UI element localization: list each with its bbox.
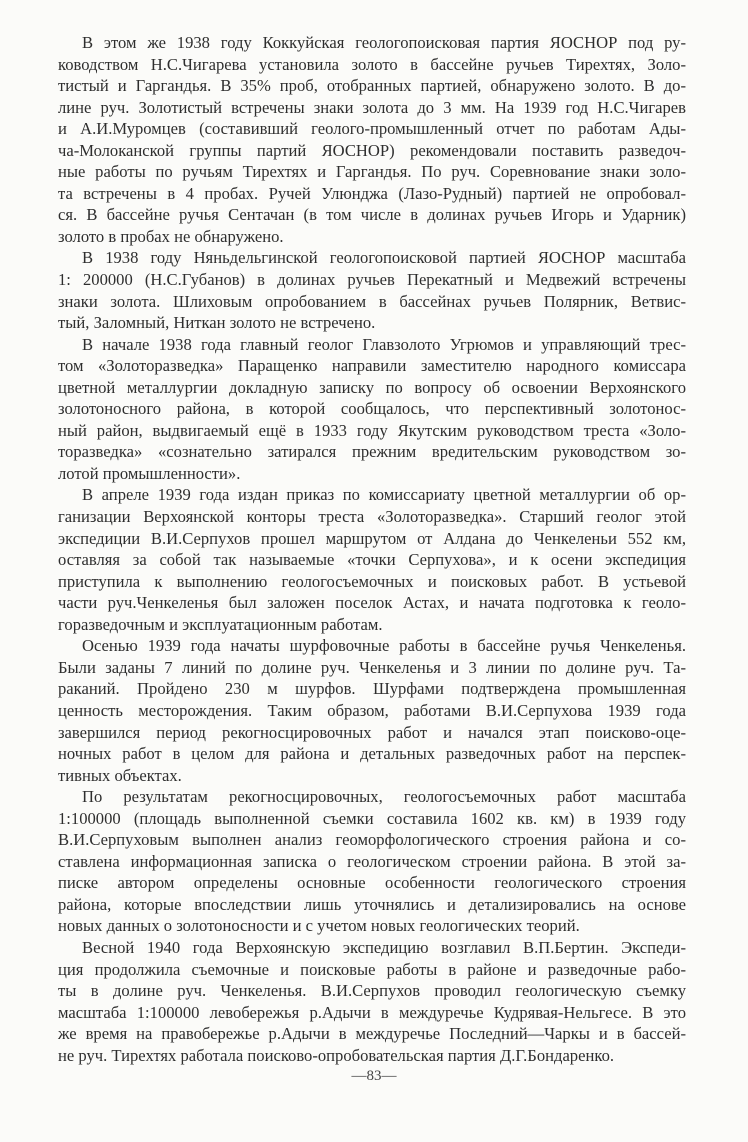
text-line: горазведочным и эксплуатационным работам. <box>58 614 383 634</box>
text-line: торазведка» «сознательно затирался прежним вредительским руководством зо- <box>58 442 686 462</box>
text-line: приступила к выполнению геологосъемочных и поисковых работ. В устьевой <box>58 571 686 591</box>
text-line: лотой промышленности». <box>58 463 241 483</box>
text-line: та встречены в 4 пробах. Ручей Улюнджа (Лазо-Рудный) партией не опробовал- <box>58 183 686 203</box>
text-line: золото в пробах не обнаружено. <box>58 226 284 246</box>
text-line: Весной 1940 года Верхоянскую экспедицию возглавил В.П.Бертин. Экспеди- <box>82 937 686 957</box>
paragraph <box>58 32 686 247</box>
text-line: В апреле 1939 года издан приказ по комиссариату цветной металлургии об ор- <box>82 485 686 505</box>
text-line: масштаба 1:100000 левобережья р.Адычи в междуречье Кудрявая-Нельгесе. В это <box>58 1002 686 1022</box>
text-line: писке автором определены основные особенности геологического строения <box>58 873 686 893</box>
text-line: лине руч. Золотистый встречены знаки золота до 3 мм. На 1939 год Н.С.Чигарев <box>58 97 686 117</box>
text-line: золотоносного района, в которой сообщалось, что перспективный золотонос- <box>58 399 686 419</box>
page-number: —83— <box>351 1068 397 1084</box>
text-line: ководством Н.С.Чигарева установила золото в бассейне ручьев Тирехтях, Золо- <box>58 54 686 74</box>
paragraph <box>58 786 686 937</box>
page-body-text <box>58 32 686 1066</box>
text-line: раканий. Пройдено 230 м шурфов. Шурфами подтверждена промышленная <box>58 679 686 699</box>
text-line: Были заданы 7 линий по долине руч. Ченкеленья и 3 линии по долине руч. Та- <box>58 657 686 677</box>
text-line: По результатам рекогносцировочных, геологосъемочных работ масштаба <box>82 787 686 807</box>
text-line: ный район, выдвигаемый ещё в 1933 году Якутским руководством треста «Золо- <box>58 420 686 440</box>
text-line: ты в долине руч. Ченкеленья. В.И.Серпухов проводил геологическую съемку <box>58 981 686 1001</box>
paragraph <box>58 334 686 485</box>
text-line: оставляя за собой так называемые «точки Серпухова», и к осени экспедиция <box>58 550 686 570</box>
text-line: том «Золоторазведка» Паращенко направили заместителю народного комиссара <box>58 356 686 376</box>
text-line: В этом же 1938 году Коккуйская геологопоисковая партия ЯОСНОР под ру- <box>82 33 686 52</box>
text-line: ция продолжила съемочные и поисковые работы в районе и разведочные рабо- <box>58 959 686 979</box>
paragraph <box>58 484 686 635</box>
text-line: экспедиции В.И.Серпухов прошел маршрутом от Алдана до Ченкеленьи 552 км, <box>58 528 686 548</box>
text-line: района, которые впоследствии лишь уточнялись и детализировались на основе <box>58 894 686 914</box>
text-line: ся. В бассейне ручья Сентачан (в том числе в долинах ручьев Игорь и Ударник) <box>58 205 686 225</box>
paragraph <box>58 635 686 786</box>
paragraph <box>58 937 686 1066</box>
text-line: В начале 1938 года главный геолог Главзолото Угрюмов и управляющий трес- <box>82 334 686 354</box>
text-line: же время на правобережье р.Адычи в междуречье Последний—Чаркы и в бассей- <box>58 1024 686 1044</box>
text-line: завершился период рекогносцировочных работ и начался этап поисково-оце- <box>58 722 686 742</box>
text-line: ные работы по ручьям Тирехтях и Гаргандья. По руч. Соревнование знаки золо- <box>58 162 686 182</box>
text-line: и А.И.Муромцев (составивший геолого-промышленный отчет по работам Ады- <box>58 119 686 139</box>
text-line: цветной металлургии докладную записку по вопросу об освоении Верхоянского <box>58 377 686 397</box>
text-line: новых данных о золотоносности и с учетом новых геологических теорий. <box>58 916 580 936</box>
text-line: В.И.Серпуховым выполнен анализ геоморфологического строения района и со- <box>58 830 686 850</box>
text-line: ганизации Верхоянской конторы треста «Золоторазведка». Старший геолог этой <box>58 507 686 527</box>
text-line: В 1938 году Няньдельгинской геологопоисковой партией ЯОСНОР масштаба <box>82 248 686 268</box>
text-line: ночных работ в целом для района и детальных разведочных работ на перспек- <box>58 744 686 764</box>
paragraph <box>58 247 686 333</box>
text-line: ча-Молоканской группы партий ЯОСНОР) рекомендовали поставить разведоч- <box>58 140 686 160</box>
text-line: части руч.Ченкеленья был заложен поселок Астах, и начата подготовка к геоло- <box>58 593 686 613</box>
text-line: не руч. Тирехтях работала поисково-опробовательская партия Д.Г.Бондаренко. <box>58 1045 615 1065</box>
text-line: ставлена информационная записка о геологическом строении района. В этой за- <box>58 851 686 871</box>
text-line: тивных объектах. <box>58 765 182 785</box>
text-line: Осенью 1939 года начаты шурфовочные работы в бассейне ручья Ченкеленья. <box>82 636 686 656</box>
text-line: 1: 200000 (Н.С.Губанов) в долинах ручьев Перекатный и Медвежий встречены <box>58 270 686 290</box>
text-line: тый, Заломный, Ниткан золото не встречено. <box>58 313 376 333</box>
text-line: ценность месторождения. Таким образом, работами В.И.Серпухова 1939 года <box>58 700 686 720</box>
text-line: знаки золота. Шлиховым опробованием в бассейнах ручьев Полярник, Ветвис- <box>58 291 686 311</box>
text-line: тистый и Гаргандья. В 35% проб, отобранных партией, обнаружено золото. В до- <box>58 76 686 96</box>
text-line: 1:100000 (площадь выполненной съемки составила 1602 кв. км) в 1939 году <box>58 808 686 828</box>
